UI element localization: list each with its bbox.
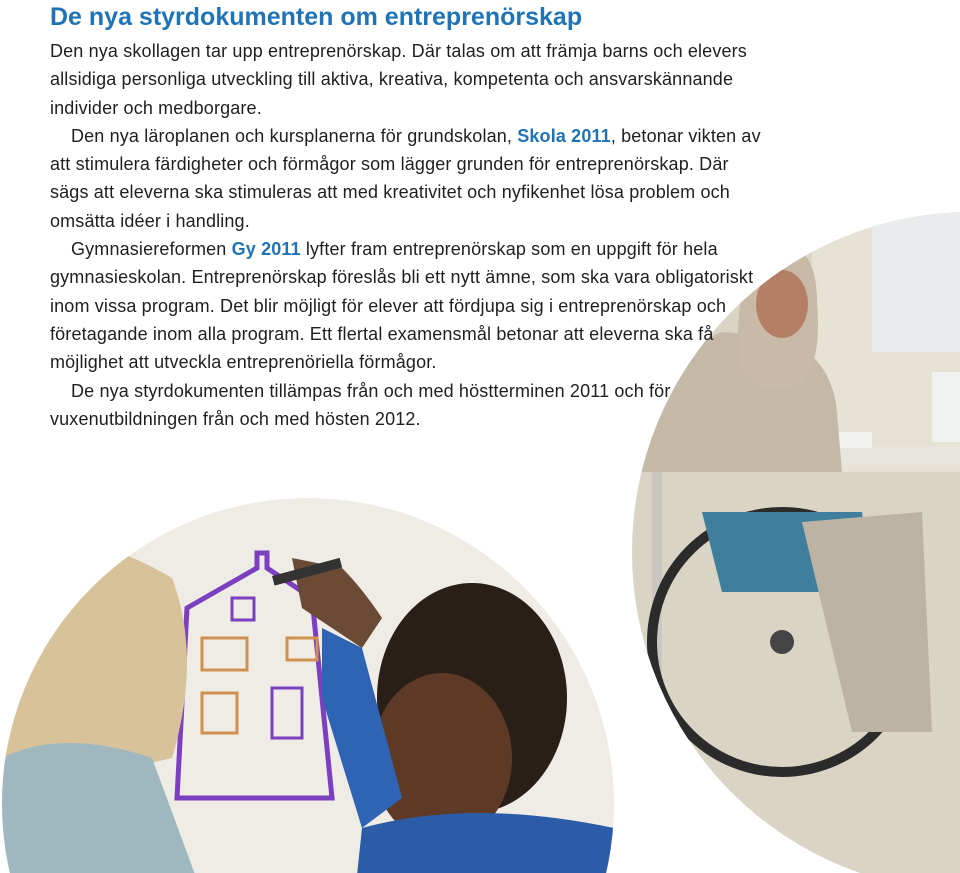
highlight-skola-2011: Skola 2011 [517, 125, 611, 146]
highlight-gy-2011: Gy 2011 [231, 239, 301, 260]
paragraph-curriculum-rest: , betonar vikten av att stimulera färdigheter och förmågor som lägger grunden för entreprenörskap. Där sägs att eleverna ska stimuleras att med kreativitet och nyfikenhet lösa problem och omsätta idéer i handling. [50, 125, 761, 231]
paragraph-upper-secondary-rest: lyfter fram entreprenörskap som en uppgift för hela gymnasieskolan. Entreprenörskap föreslås bli ett nytt ämne, som ska vara obligatoriskt inom vissa program. Det blir möjligt för elever att fördjupa sig i entreprenörskap och företagande inom alla program. Ett flertal examensmål betonar att eleverna ska få möjlighet att utveckla entreprenöriella förmågor. [50, 239, 754, 373]
paragraph-upper-secondary-lead: Gymnasiereformen [71, 239, 232, 260]
photo-children-drawing [2, 498, 614, 873]
paragraph-curriculum [50, 122, 770, 235]
paragraph-curriculum-lead: Den nya läroplanen och kursplanerna för grundskolan, [71, 125, 518, 146]
body-text [50, 37, 770, 433]
paragraph-upper-secondary [50, 235, 770, 376]
paragraph-school-law: Den nya skollagen tar upp entreprenörskap. Där talas om att främja barns och elevers allsidiga personliga utveckling till aktiva, kreativa, kompetenta och ansvarskännande individer och medborgare. [50, 41, 747, 118]
page-title: De nya styrdokumenten om entreprenörskap [50, 3, 583, 31]
photo-children-drawing-illustration [2, 498, 614, 873]
paragraph-effective-dates: De nya styrdokumenten tillämpas från och med höstterminen 2011 och för vuxenutbildningen från och med hösten 2012. [50, 380, 671, 429]
